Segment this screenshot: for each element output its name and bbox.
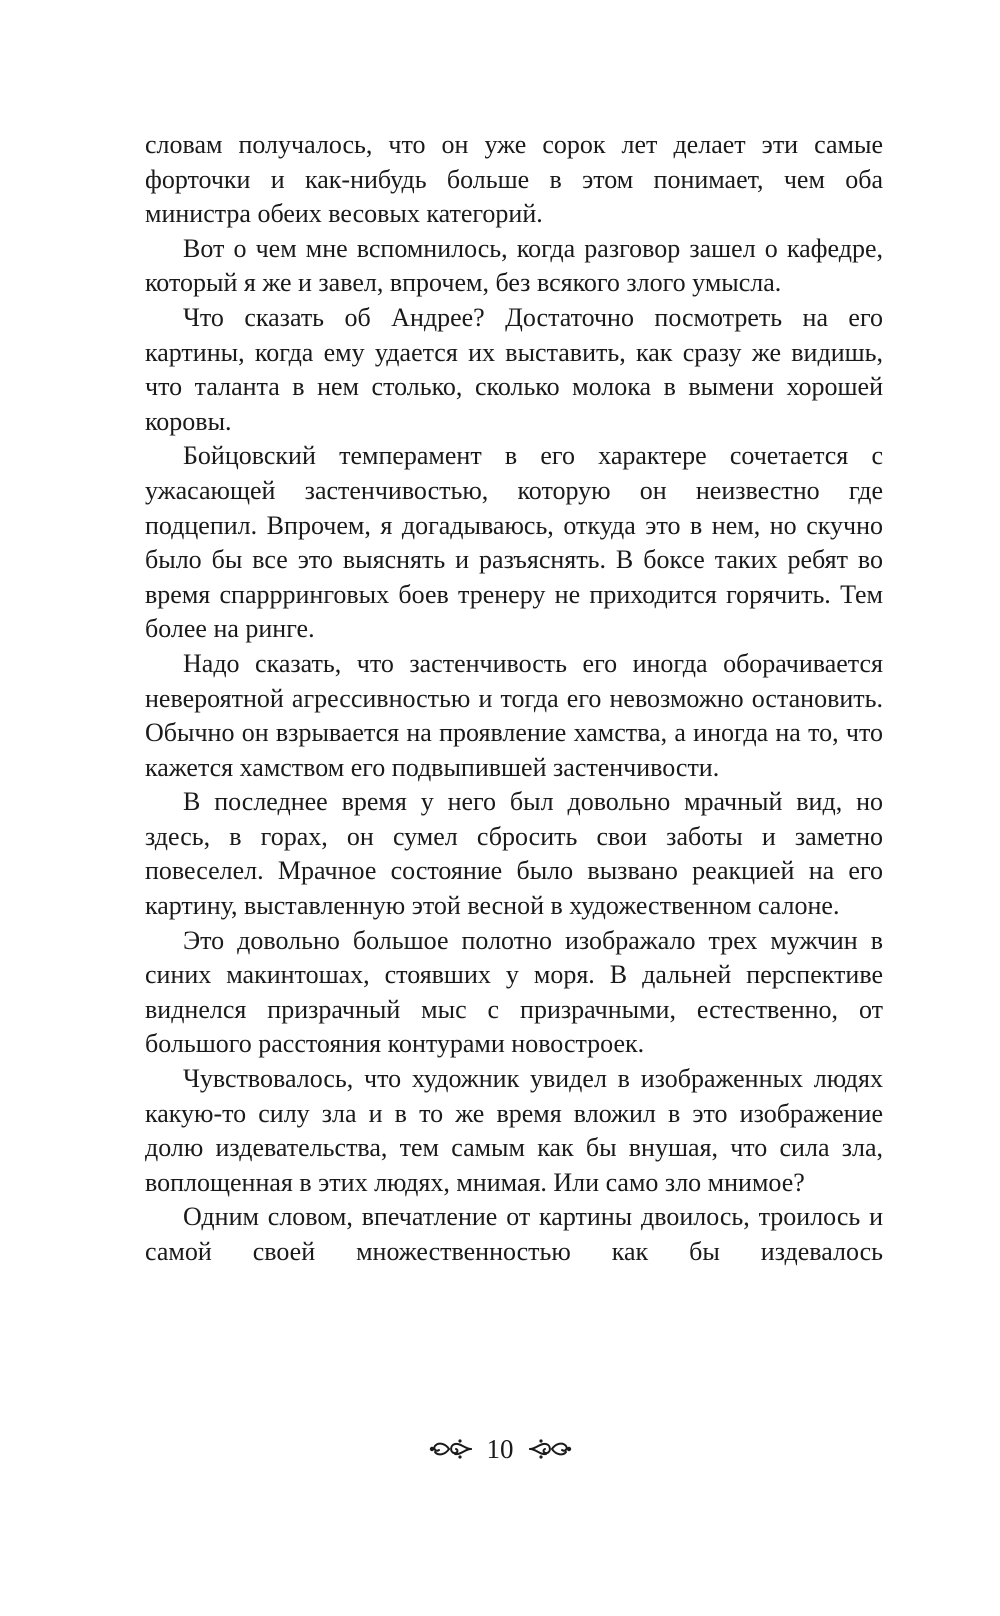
paragraph-3: Что сказать об Андрее? Достаточно посмотреть на его картины, когда ему удается их выставить, как сразу же видишь, что таланта в нем столько, сколько молока в вымени хорошей коровы. — [145, 302, 883, 436]
page-footer — [0, 1429, 1000, 1469]
page-number: 10 — [486, 1433, 514, 1464]
paragraph-6: В последнее время у него был довольно мрачный вид, но здесь, в горах, он сумел сбросить свои заботы и заметно повеселел. Мрачное состояние было вызвано реакцией на его картину, выставленную этой весной в художественном салоне. — [145, 787, 883, 921]
paragraph-5: Надо сказать, что застенчивость его иногда оборачивается невероятной агрессивностью и тогда его невозможно остановить. Обычно он взрывается на проявление хамства, а иногда на то, что кажется хамством его подвыпившей застенчивости. — [145, 648, 883, 782]
paragraph-8: Чувствовалось, что художник увидел в изображенных людях какую-то силу зла и в то же время вложил в это изображение долю издевательства, тем самым как бы внушая, что сила зла, воплощенная в этих людях, мнимая. Или само зло мнимое? — [145, 1064, 883, 1197]
paragraph-9: Одним словом, впечатление от картины двоилось, троилось и самой своей множественностью как бы издевалось — [145, 1202, 883, 1266]
paragraph-1: словам получалось, что он уже сорок лет делает эти самые форточки и как-нибудь больше в этом понимает, чем оба министра обеих весовых категорий. — [145, 130, 883, 229]
paragraph-4: Бойцовский темперамент в его характере сочетается с ужасающей застенчивостью, которую он неизвестно где подцепил. Впрочем, я догадываюсь, откуда это в нем, но скучно было бы все это выяснять и разъяснять. В боксе таких ребят во время спаррринговых боев тренеру не приходится горячить. Тем более на ринге. — [145, 441, 883, 644]
left-ornament-icon — [429, 1434, 473, 1464]
body-text — [145, 128, 883, 1270]
right-ornament-icon — [528, 1434, 572, 1464]
paragraph-2: Вот о чем мне вспомнилось, когда разговор зашел о кафедре, который я же и завел, впрочем, без всякого злого умысла. — [145, 233, 883, 298]
paragraph-7: Это довольно большое полотно изображало трех мужчин в синих макинтошах, стоявших у моря. В дальней перспективе виднелся призрачный мыс с призрачными, естественно, от большого расстояния контурами новостроек. — [145, 925, 883, 1059]
